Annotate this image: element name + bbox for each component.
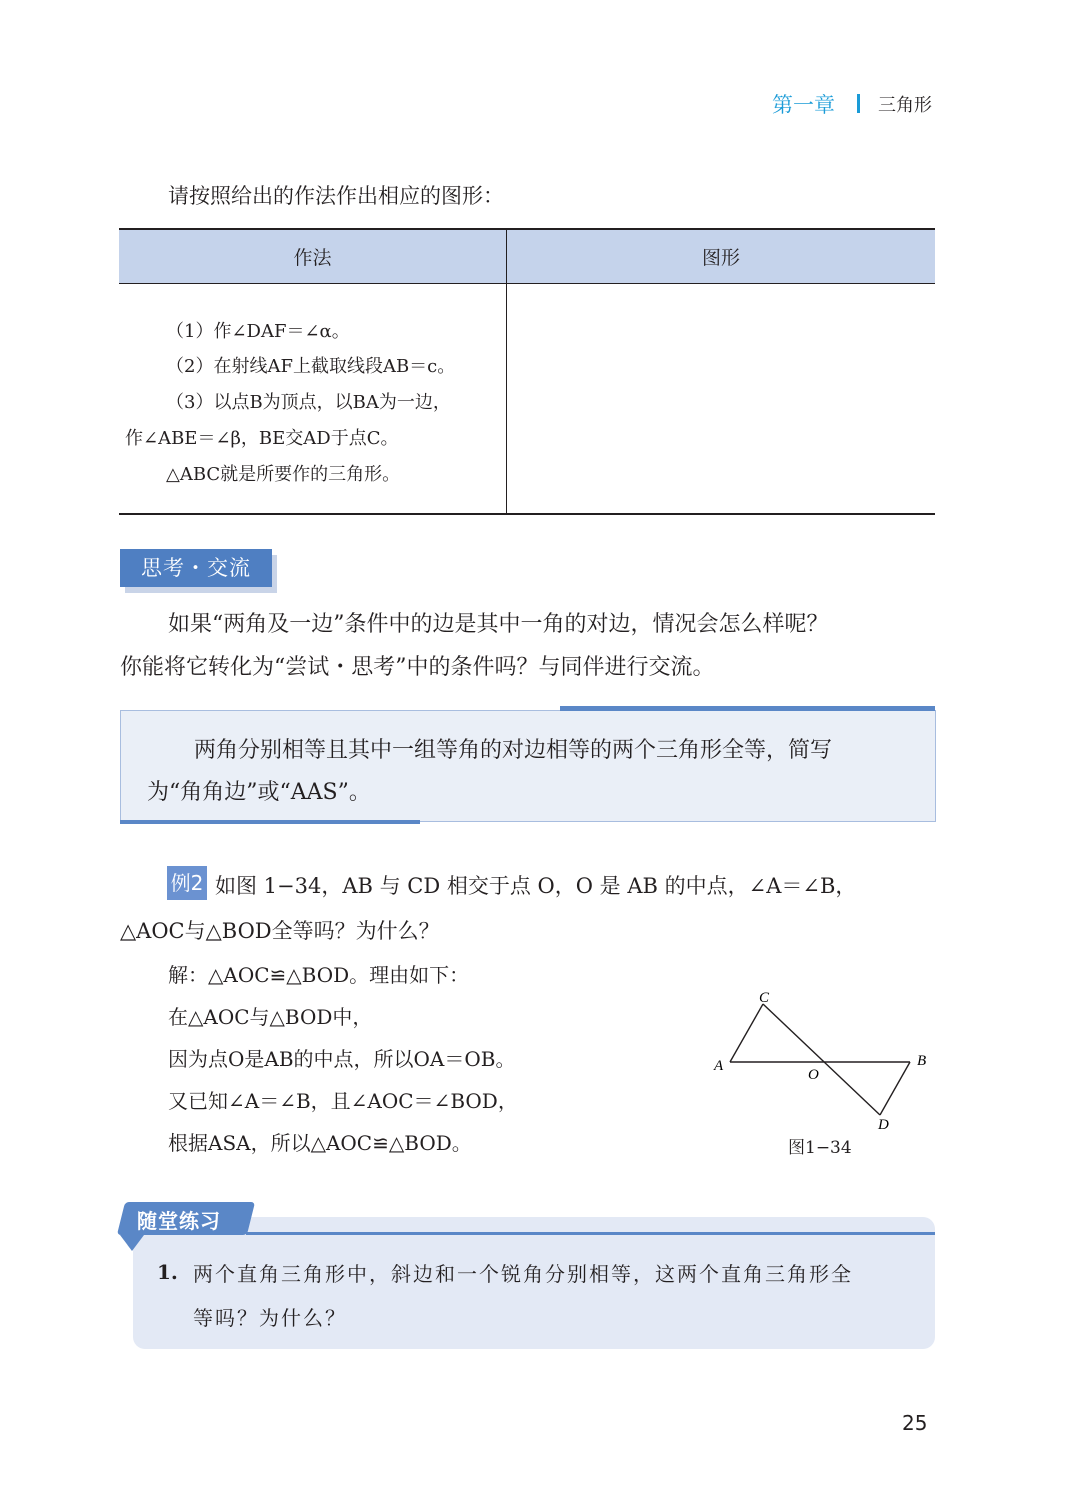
instruction-text: 请按照给出的作法作出相应的图形： [168,184,504,208]
figure-1-34 [708,985,938,1135]
chapter-title: 三角形 [878,95,932,116]
page-number: 25 [902,1411,928,1435]
construction-step-3: （3）以点B为顶点，以BA为一边， [166,392,451,413]
example-problem-line2: △AOC与△BOD全等吗？为什么？ [120,919,440,943]
table-header-method: 作法 [293,247,332,269]
segment-cd [763,1004,880,1115]
practice-tab-line [246,1232,935,1235]
construction-conclusion: △ABC就是所要作的三角形。 [166,464,401,485]
construction-table [119,228,935,515]
point-label-a: A [714,1058,724,1074]
solution-line-4: 又已知∠A＝∠B，且∠AOC＝∠BOD， [168,1089,518,1113]
construction-step-3-cont: 作∠ABE＝∠β，BE交AD于点C。 [125,428,399,449]
practice-item-number: 1. [157,1260,178,1284]
theorem-box-bottom-bar [120,820,420,824]
theorem-line2: 为“角角边”或“AAS”。 [147,780,371,805]
theorem-box-top-bar [560,706,935,711]
think-question-line1: 如果“两角及一边”条件中的边是其中一角的对边，情况会怎么样呢？ [168,612,829,637]
example-badge: 例2 [167,866,207,900]
chapter-label: 第一章 [772,93,835,117]
think-label: 思考・交流 [120,549,272,587]
practice-question-line1: 两个直角三角形中，斜边和一个锐角分别相等，这两个直角三角形全 [193,1262,853,1286]
theorem-line1: 两角分别相等且其中一组等角的对边相等的两个三角形全等，简写 [194,738,833,763]
solution-line-2: 在△AOC与△BOD中， [168,1005,373,1029]
point-label-d: D [878,1117,889,1133]
figure-caption: 图1−34 [788,1138,852,1158]
segment-ac [730,1004,763,1062]
practice-tab-pointer [120,1235,144,1251]
point-label-c: C [759,990,770,1006]
header-separator [857,94,860,113]
solution-line-5: 根据ASA，所以△AOC≌△BOD。 [168,1131,472,1155]
point-label-b: B [917,1053,927,1069]
segment-bd [880,1062,910,1115]
solution-line-1: 解：△AOC≌△BOD。理由如下： [168,963,470,987]
practice-question-line2: 等吗？为什么？ [193,1306,347,1330]
solution-line-3: 因为点O是AB的中点，所以OA＝OB。 [168,1047,516,1071]
example-problem-line1: 如图 1−34，AB 与 CD 相交于点 O，O 是 AB 的中点，∠A＝∠B， [215,874,857,898]
table-header-figure: 图形 [701,247,740,269]
practice-label: 随堂练习 [137,1209,221,1233]
construction-step-1: （1）作∠DAF＝∠α。 [166,321,350,342]
construction-step-2: （2）在射线AF上截取线段AB＝c。 [166,356,456,377]
point-label-o: O [808,1067,819,1083]
think-question-line2: 你能将它转化为“尝试・思考”中的条件吗？与同伴进行交流。 [120,655,715,680]
